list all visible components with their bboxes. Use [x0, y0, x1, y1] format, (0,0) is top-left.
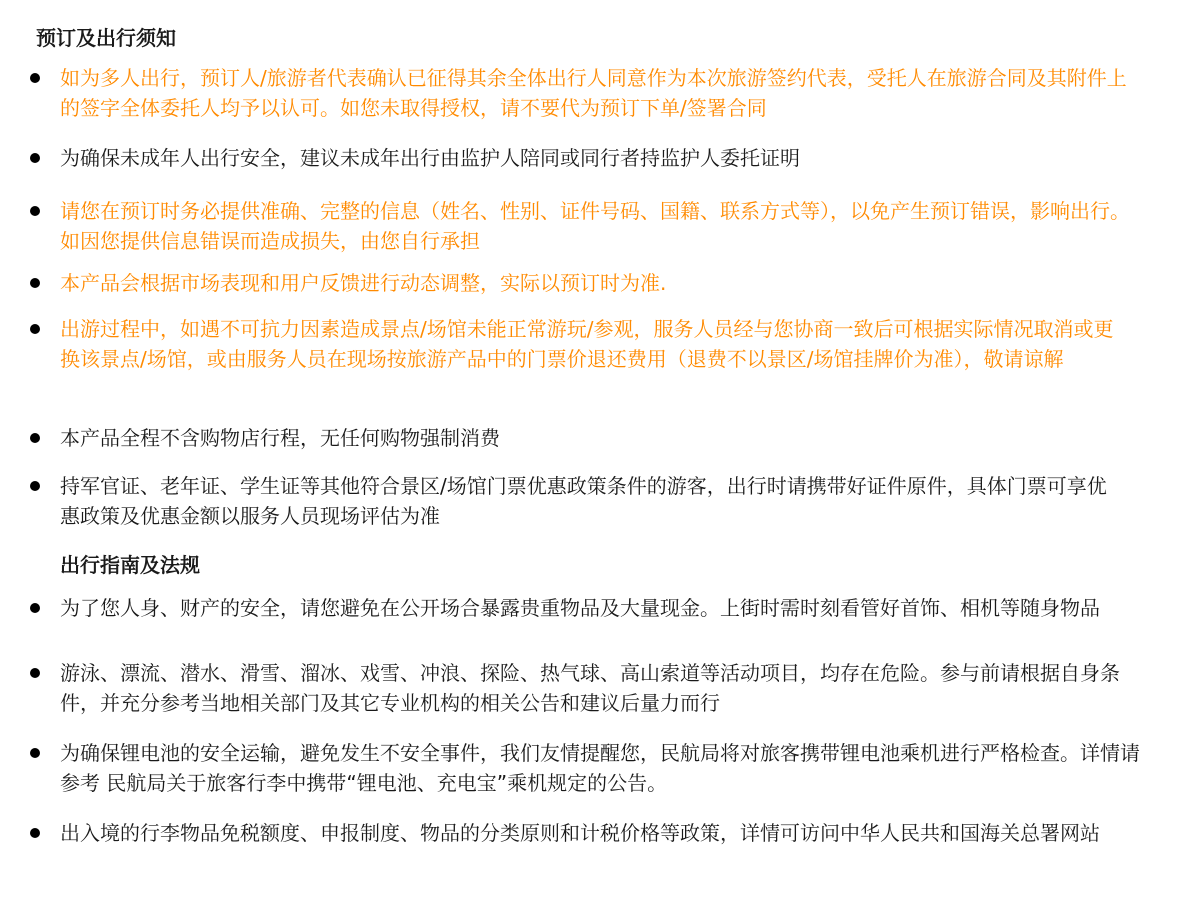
bullet-icon — [30, 481, 40, 491]
list-item — [60, 63, 1135, 123]
section-title-guide: 出行指南及法规 — [60, 553, 200, 577]
bullet-icon — [30, 153, 40, 163]
list-item-text: 出入境的行李物品免税额度、申报制度、物品的分类原则和计税价格等政策，详情可访问中华人民共和国海关总署网站 — [60, 821, 1100, 845]
list-item — [60, 196, 1143, 256]
list-item-text: 为确保未成年人出行安全，建议未成年出行由监护人陪同或同行者持监护人委托证明 — [60, 146, 800, 170]
list-item-text: 本产品会根据市场表现和用户反馈进行动态调整，实际以预订时为准. — [60, 271, 667, 295]
list-item — [60, 818, 1145, 848]
list-item — [60, 314, 1120, 374]
list-item-text: 如为多人出行，预订人/旅游者代表确认已征得其余全体出行人同意作为本次旅游签约代表，受托人在旅游合同及其附件上的签字全体委托人均予以认可。如您未取得授权，请不要代为预订下单/签署合同 — [60, 66, 1127, 120]
list-item — [60, 423, 1150, 453]
list-item-text: 出游过程中，如遇不可抗力因素造成景点/场馆未能正常游玩/参观，服务人员经与您协商一致后可根据实际情况取消或更换该景点/场馆，或由服务人员在现场按旅游产品中的门票价退还费用（退费不以景区/场馆挂牌价为准），敬请谅解 — [60, 317, 1114, 371]
bullet-icon — [30, 433, 40, 443]
bullet-icon — [30, 603, 40, 613]
list-item-text: 游泳、漂流、潜水、滑雪、溜冰、戏雪、冲浪、探险、热气球、高山索道等活动项目，均存在危险。参与前请根据自身条件，并充分参考当地相关部门及其它专业机构的相关公告和建议后量力而行 — [60, 661, 1120, 715]
list-item-text: 为了您人身、财产的安全，请您避免在公开场合暴露贵重物品及大量现金。上街时需时刻看管好首饰、相机等随身物品 — [60, 596, 1100, 620]
list-item — [60, 738, 1145, 798]
list-item — [60, 658, 1142, 718]
list-item-text: 为确保锂电池的安全运输，避免发生不安全事件，我们友情提醒您，民航局将对旅客携带锂电池乘机进行严格检查。详情请参考 民航局关于旅客行李中携带“锂电池、充电宝”乘机规定的公告。 — [60, 741, 1140, 795]
bullet-icon — [30, 324, 40, 334]
bullet-icon — [30, 668, 40, 678]
bullet-icon — [30, 278, 40, 288]
list-item — [60, 143, 1150, 173]
bullet-icon — [30, 828, 40, 838]
list-item-text: 请您在预订时务必提供准确、完整的信息（姓名、性别、证件号码、国籍、联系方式等），以免产生预订错误，影响出行。如因您提供信息错误而造成损失，由您自行承担 — [60, 199, 1130, 253]
list-item — [60, 471, 1110, 531]
list-item-text: 持军官证、老年证、学生证等其他符合景区/场馆门票优惠政策条件的游客，出行时请携带好证件原件，具体门票可享优惠政策及优惠金额以服务人员现场评估为准 — [60, 474, 1107, 528]
bullet-icon — [30, 73, 40, 83]
list-item-text: 本产品全程不含购物店行程，无任何购物强制消费 — [60, 426, 500, 450]
list-item — [60, 593, 1140, 623]
list-item — [60, 268, 1150, 298]
bullet-icon — [30, 206, 40, 216]
bullet-icon — [30, 748, 40, 758]
section-title-booking: 预订及出行须知 — [36, 26, 176, 50]
